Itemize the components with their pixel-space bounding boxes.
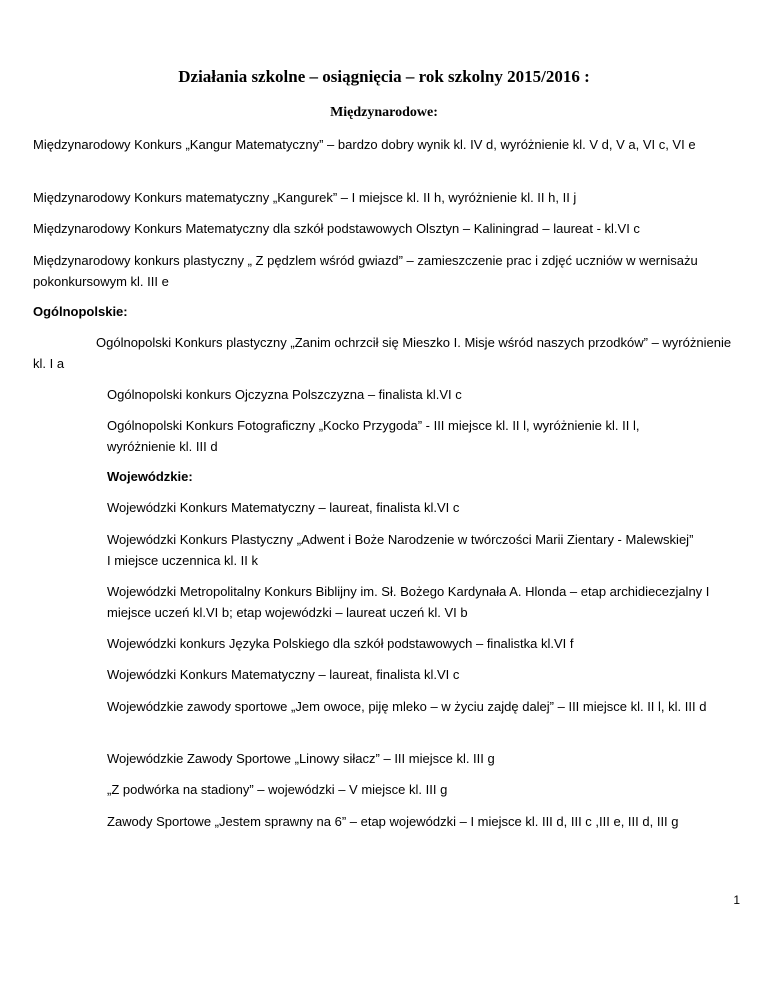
page-title: Działania szkolne – osiągnięcia – rok szkolny 2015/2016 : [178,67,590,86]
list-item: Wojewódzki Metropolitalny Konkurs Biblijny im. Sł. Bożego Kardynała A. Hlonda – etap archidiecezjalny I miejsce uczeń kl.VI b; etap wojewódzki – laureat uczeń kl. VI b [107,584,710,620]
list-item: Ogólnopolski Konkurs Fotograficzny „Kocko Przygoda” - III miejsce kl. II l, wyróżnienie kl. II l, wyróżnienie kl. III d [107,418,640,454]
section-heading-national: Ogólnopolskie: [33,304,128,319]
list-item: Międzynarodowy Konkurs matematyczny „Kangurek” – I miejsce kl. II h, wyróżnienie kl. II h, II j [33,190,577,205]
list-item: „Z podwórka na stadiony” – wojewódzki – V miejsce kl. III g [107,782,448,797]
list-item: Ogólnopolski Konkurs plastyczny „Zanim ochrzcił się Mieszko I. Misje wśród naszych przodków” – wyróżnienie kl. I a [33,335,732,371]
list-item: Wojewódzkie zawody sportowe „Jem owoce, piję mleko – w życiu zajdę dalej” – III miejsce kl. II l, kl. III d [107,699,707,714]
list-item: Wojewódzkie Zawody Sportowe „Linowy siłacz” – III miejsce kl. III g [107,751,495,766]
list-item: Międzynarodowy Konkurs „Kangur Matematyczny” – bardzo dobry wynik kl. IV d, wyróżnienie kl. V d, V a, VI c, VI e [33,137,696,152]
list-item: Międzynarodowy konkurs plastyczny „ Z pędzlem wśród gwiazd” – zamieszczenie prac i zdjęć uczniów w wernisażu pokonkursowym kl. III e [33,253,698,289]
page-number: 1 [733,893,740,907]
section-heading-international: Międzynarodowe: [330,105,438,120]
list-item: Zawody Sportowe „Jestem sprawny na 6” – etap wojewódzki – I miejsce kl. III d, III c ,III e, III d, III g [107,814,679,829]
list-item: Wojewódzki Konkurs Plastyczny „Adwent i Boże Narodzenie w twórczości Marii Zientary - Malewskiej” I miejsce uczennica kl. II k [107,532,694,568]
list-item: Międzynarodowy Konkurs Matematyczny dla szkół podstawowych Olsztyn – Kaliningrad – laureat - kl.VI c [33,221,640,236]
list-item: Wojewódzki Konkurs Matematyczny – laureat, finalista kl.VI c [107,500,460,515]
list-item: Ogólnopolski konkurs Ojczyzna Polszczyzna – finalista kl.VI c [107,387,462,402]
list-item: Wojewódzki konkurs Języka Polskiego dla szkół podstawowych – finalistka kl.VI f [107,636,574,651]
section-heading-voivodeship: Wojewódzkie: [107,469,193,484]
list-item: Wojewódzki Konkurs Matematyczny – laureat, finalista kl.VI c [107,667,460,682]
